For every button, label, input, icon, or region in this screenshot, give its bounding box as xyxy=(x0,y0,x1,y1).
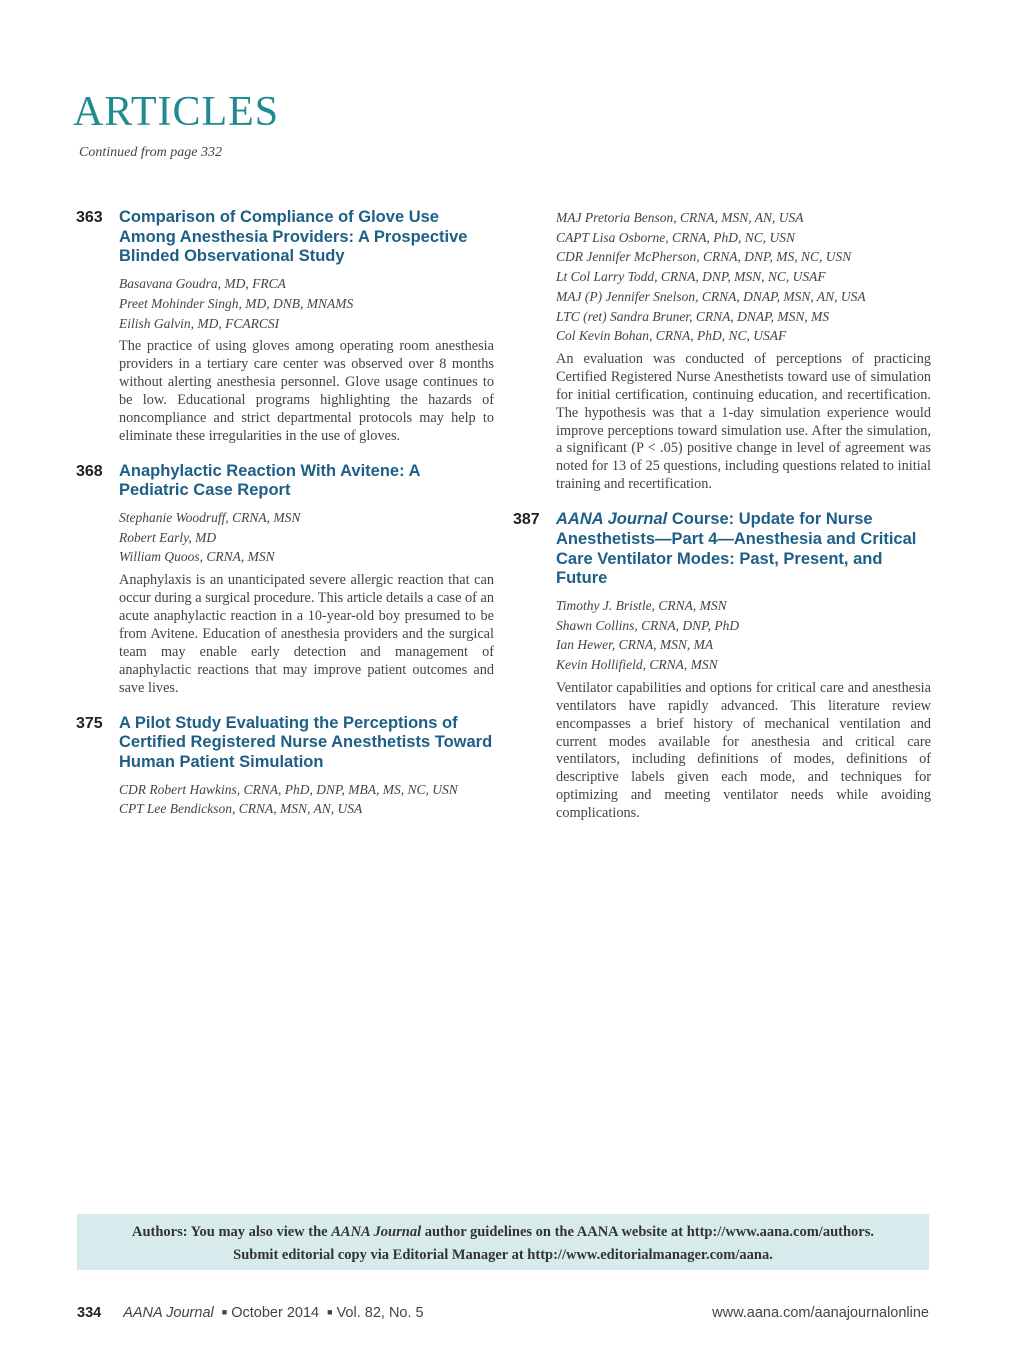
author: CDR Robert Hawkins, CRNA, PhD, DNP, MBA, MS, NC, USN xyxy=(119,781,458,797)
article-abstract: The practice of using gloves among operating room anesthesia providers in a tertiary care center was observed over 8 months without alerting anesthesia personnel. Glove usage continues to be low. Educational programs highlighting the hazards of noncompliance and strict departmental protocols may help to eliminate these irregularities in the use of gloves. xyxy=(119,338,494,444)
author: MAJ (P) Jennifer Snelson, CRNA, DNAP, MSN, AN, USA xyxy=(556,288,866,304)
notice-journal-name: AANA Journal xyxy=(331,1224,422,1240)
article-368 xyxy=(76,462,494,698)
author-notice-box xyxy=(77,1214,929,1270)
article-title-text: Course: Update for Nurse Anesthetists—Part 4—Anesthesia and Critical Care Ventilator Modes: Past, Present, and Future xyxy=(556,510,917,588)
notice-line-1 xyxy=(77,1221,929,1244)
bullet-icon: ■ xyxy=(221,1307,228,1317)
continued-note: Continued from page 332 xyxy=(79,145,222,160)
author: Timothy J. Bristle, CRNA, MSN xyxy=(556,597,727,613)
left-column xyxy=(76,208,494,835)
author: Stephanie Woodruff, CRNA, MSN xyxy=(119,510,301,526)
article-title[interactable]: Comparison of Compliance of Glove Use Among Anesthesia Providers: A Prospective Blinded Observational Study xyxy=(119,208,468,266)
article-387 xyxy=(513,510,931,823)
author: Col Kevin Bohan, CRNA, PhD, NC, USAF xyxy=(556,328,787,344)
article-title[interactable] xyxy=(556,510,931,589)
article-title[interactable]: A Pilot Study Evaluating the Perceptions of Certified Registered Nurse Anesthetists Toward Human Patient Simulation xyxy=(119,713,493,771)
author: Lt Col Larry Todd, CRNA, DNP, MSN, NC, USAF xyxy=(556,269,826,285)
author: CDR Jennifer McPherson, CRNA, DNP, MS, NC, USN xyxy=(556,249,852,265)
author: CAPT Lisa Osborne, CRNA, PhD, NC, USN xyxy=(556,229,796,245)
article-authors-continued xyxy=(556,208,931,346)
article-abstract: Anaphylaxis is an unanticipated severe allergic reaction that can occur during a surgical procedure. This article details a case of an acute anaphylactic reaction in a 10-year-old boy presumed to be from Avitene. Education of anesthesia providers and the surgical team may enable early detection and management of anaphylactic reactions that may improve patient outcomes and save lives. xyxy=(119,572,495,696)
notice-line-2: Submit editorial copy via Editorial Manager at http://www.editorialmanager.com/aana. xyxy=(233,1247,773,1263)
footer-page-number: 334 xyxy=(77,1305,102,1321)
article-abstract: An evaluation was conducted of perceptions of practicing Certified Registered Nurse Anesthetists toward use of simulation for initial certification, continuing education, and recertification. The hypothesis was that a 1-day simulation experience would improve perceptions toward simulation use. After the simulation, a significant (P < .05) positive change in level of agreement was noted for 13 of 25 questions, including questions related to initial training and recertification. xyxy=(556,350,931,493)
section-title: ARTICLES xyxy=(73,89,280,135)
article-page-number: 368 xyxy=(76,462,103,480)
article-363 xyxy=(76,208,494,446)
author: Preet Mohinder Singh, MD, DNB, MNAMS xyxy=(119,295,354,311)
article-authors xyxy=(119,780,494,819)
author: Ian Hewer, CRNA, MSN, MA xyxy=(556,637,714,653)
author: William Quoos, CRNA, MSN xyxy=(119,549,275,565)
article-page-number: 375 xyxy=(76,714,103,732)
footer-journal: AANA Journal xyxy=(123,1305,214,1321)
author: LTC (ret) Sandra Bruner, CRNA, DNAP, MSN, MS xyxy=(556,308,830,324)
article-375-continued xyxy=(513,208,931,494)
article-authors xyxy=(119,508,494,567)
footer-volume: Vol. 82, No. 5 xyxy=(336,1305,424,1321)
author: Shawn Collins, CRNA, DNP, PhD xyxy=(556,617,740,633)
article-title[interactable]: Anaphylactic Reaction With Avitene: A Pediatric Case Report xyxy=(119,461,420,500)
footer-website-link[interactable]: www.aana.com/aanajournalonline xyxy=(712,1305,929,1321)
author: CPT Lee Bendickson, CRNA, MSN, AN, USA xyxy=(119,801,363,817)
author: Basavana Goudra, MD, FRCA xyxy=(119,276,286,292)
right-column xyxy=(513,208,931,839)
bullet-icon: ■ xyxy=(327,1307,333,1317)
author: Eilish Galvin, MD, FCARCSI xyxy=(119,315,280,331)
author: Robert Early, MD xyxy=(119,529,217,545)
journal-name: AANA Journal xyxy=(556,510,668,529)
article-page-number: 387 xyxy=(513,511,540,529)
footer-date: October 2014 xyxy=(231,1305,320,1321)
article-authors xyxy=(556,596,931,675)
author: Kevin Hollifield, CRNA, MSN xyxy=(556,657,718,673)
article-page-number: 363 xyxy=(76,209,103,226)
notice-text: author guidelines on the AANA website at http://www.aana.com/authors. xyxy=(421,1224,875,1240)
article-abstract: Ventilator capabilities and options for critical care and anesthesia ventilators have rapidly advanced. This literature review encompasses a brief history of mechanical ventilation and current modes available for anesthesia and critical care ventilators, including definitions of modes, definitions of descriptive labels given each mode, and techniques for optimizing and meeting ventilator needs while avoiding complications. xyxy=(556,679,931,822)
notice-text: Authors: You may also view the xyxy=(131,1224,332,1240)
article-authors xyxy=(119,274,494,333)
article-375 xyxy=(76,714,494,820)
author: MAJ Pretoria Benson, CRNA, MSN, AN, USA xyxy=(556,210,804,225)
page-footer xyxy=(77,1305,929,1325)
